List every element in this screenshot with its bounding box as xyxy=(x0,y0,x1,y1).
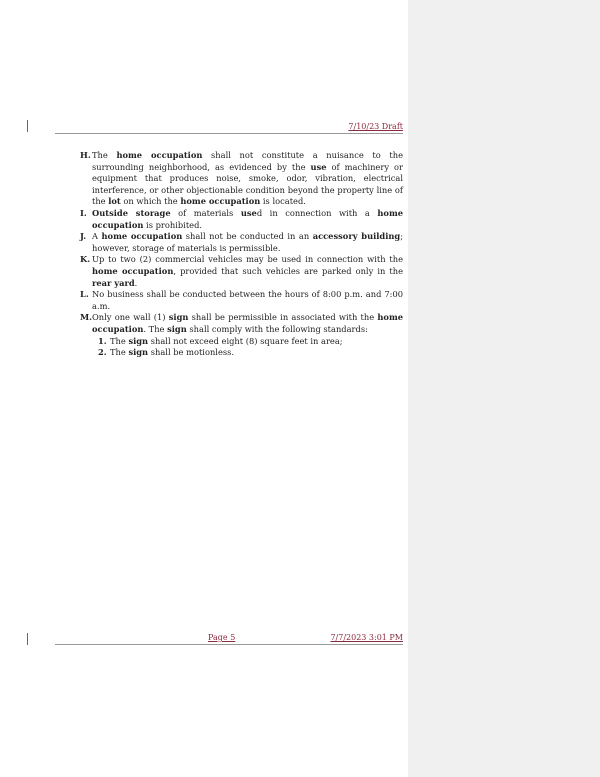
text-run: of materials xyxy=(170,207,241,218)
text-run: shall not constitute a nuisance to the surrounding neighborhood, as evidenced by the xyxy=(92,150,403,172)
text-run: is located. xyxy=(260,196,306,207)
defined-term: home occupation xyxy=(92,265,174,276)
page-footer xyxy=(55,633,403,645)
page-header xyxy=(55,122,403,134)
page-number: Page 5 xyxy=(208,633,236,642)
text-run: The xyxy=(110,335,129,346)
text-run: . xyxy=(134,277,138,288)
list-item xyxy=(80,231,403,254)
sub-list-item xyxy=(80,347,403,359)
text-run: of machinery or equipment that produces noise, smoke, odor, vibration, electrical interference, or other objectionable condition beyond the property line of the xyxy=(92,161,403,207)
defined-term: sign xyxy=(168,312,189,323)
defined-term: home occupation xyxy=(101,231,183,242)
change-bar xyxy=(27,120,28,132)
text-run: shall not be conducted in an xyxy=(182,231,313,242)
list-label: I. xyxy=(80,207,87,218)
defined-term: accessory building xyxy=(312,231,401,242)
defined-term: home occupation xyxy=(180,196,261,207)
list-label: 1. xyxy=(98,335,107,346)
defined-term: sign xyxy=(167,323,187,334)
defined-term: use xyxy=(240,207,257,218)
defined-term: sign xyxy=(128,347,149,358)
text-run: . The xyxy=(143,323,168,334)
text-run: A xyxy=(92,231,102,242)
comment-pane xyxy=(408,0,600,777)
list-label: M. xyxy=(80,312,93,323)
sub-list-item xyxy=(80,336,403,348)
text-run: The xyxy=(92,150,117,160)
text-run: Only one wall (1) xyxy=(92,312,169,323)
text-run: on which the xyxy=(120,196,181,207)
text-run: ; however, storage of materials is permissible. xyxy=(92,231,403,253)
text-run: Up to two (2) commercial vehicles may be used in connection with the xyxy=(92,254,403,265)
list-label: L. xyxy=(80,289,89,300)
text-run: shall comply with the following standards: xyxy=(186,323,368,334)
text-run: shall be permissible in associated with the xyxy=(188,312,378,323)
list-label: J. xyxy=(80,231,87,242)
defined-term: home occupation xyxy=(92,312,403,334)
text-run: , provided that such vehicles are parked only in the xyxy=(173,265,403,276)
list-label: 2. xyxy=(98,347,107,358)
change-bar xyxy=(27,633,28,645)
defined-term: home occupation xyxy=(92,207,404,230)
text-run: d in connection with a xyxy=(256,207,378,218)
list-label: K. xyxy=(80,254,91,265)
list-item xyxy=(80,312,403,335)
text-run: shall not exceed eight (8) square feet in area; xyxy=(148,335,343,346)
text-run: No business shall be conducted between the hours of 8:00 p.m. and 7:00 a.m. xyxy=(92,289,403,311)
defined-term: home occupation xyxy=(116,150,203,160)
list-label: H. xyxy=(80,150,91,160)
list-item xyxy=(80,289,403,312)
defined-term: sign xyxy=(128,335,149,346)
defined-term: Outside storage xyxy=(92,207,171,218)
footer-datetime: 7/7/2023 3:01 PM xyxy=(330,633,403,642)
text-run: The xyxy=(110,347,129,358)
defined-term: use xyxy=(310,161,327,172)
draft-label: 7/10/23 Draft xyxy=(348,122,403,131)
list-item xyxy=(80,254,403,289)
list-item xyxy=(80,150,403,208)
list-item xyxy=(80,208,403,231)
text-run: shall be motionless. xyxy=(148,347,235,358)
text-run: is prohibited. xyxy=(143,219,203,230)
defined-term: lot xyxy=(108,196,121,207)
document-body xyxy=(80,150,403,359)
defined-term: rear yard xyxy=(92,277,135,288)
